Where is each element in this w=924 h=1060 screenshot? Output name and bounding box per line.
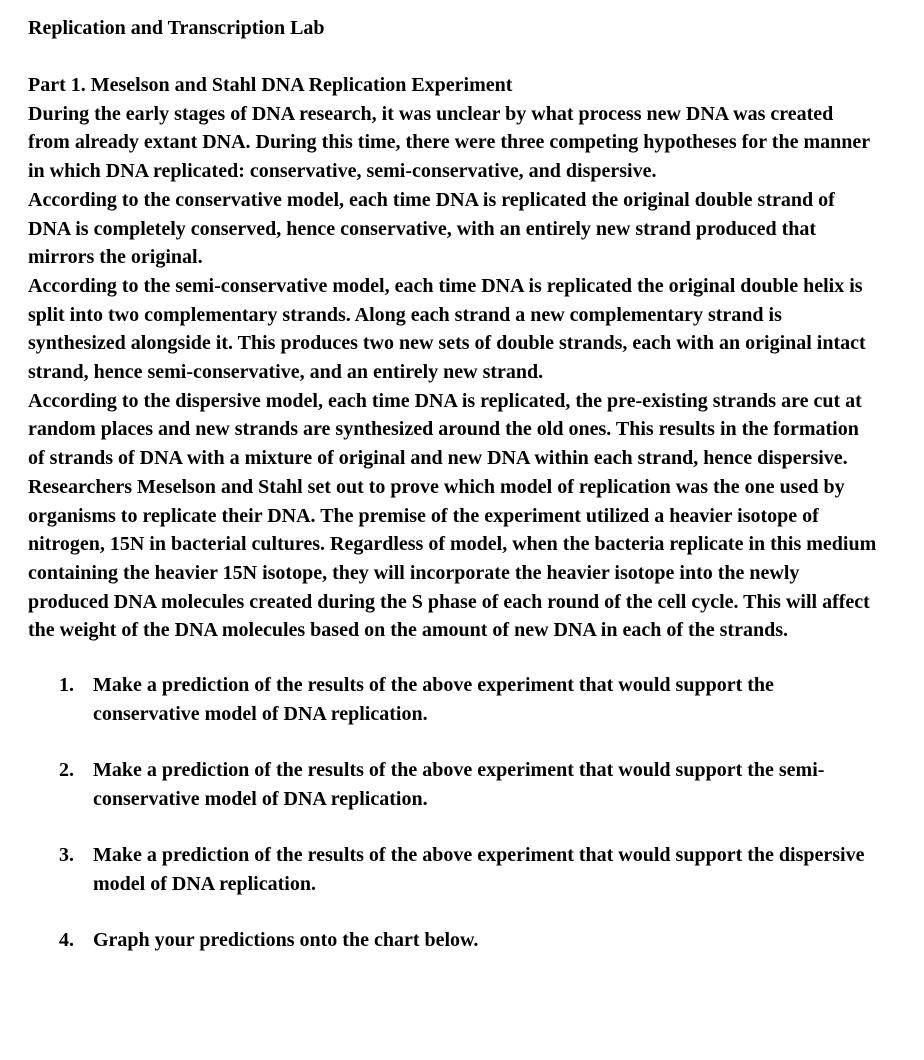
conservative-model-paragraph: According to the conservative model, each time DNA is replicated the original double strand of DNA is completely conserved, hence conservative, with an entirely new strand produced that mirrors the original. (28, 188, 835, 269)
question-text: Make a prediction of the results of the above experiment that would support the conservative model of DNA replication. (93, 674, 774, 726)
intro-paragraph: During the early stages of DNA research, it was unclear by what process new DNA was created from already extant DNA. During this time, there were three competing hypotheses for the manner in which DNA replicated: conservative, semi-conservative, and dispersive. (28, 102, 870, 183)
semi-conservative-model-paragraph: According to the semi-conservative model, each time DNA is replicated the original double helix is split into two complementary strands. Along each strand a new complementary strand is synthesized alongside it. This produces two new sets of double strands, each with an original intact strand, hence semi-conservative, and an entirely new strand. (28, 274, 866, 384)
document-title: Replication and Transcription Lab (28, 17, 325, 39)
question-item (28, 671, 878, 729)
question-number: 1. (59, 674, 74, 697)
question-item (28, 756, 878, 814)
question-item (28, 926, 878, 955)
question-number: 3. (59, 844, 74, 867)
question-item (28, 841, 878, 899)
experiment-paragraph: Researchers Meselson and Stahl set out to prove which model of replication was the one used by organisms to replicate their DNA. The premise of the experiment utilized a heavier isotope of nitrogen, 15N in bacterial cultures. Regardless of model, when the bacteria replicate in this medium containing the heavier 15N isotope, they will incorporate the heavier isotope into the newly produced DNA molecules created during the S phase of each round of the cell cycle. This will affect the weight of the DNA molecules based on the amount of new DNA in each of the strands. (28, 475, 877, 642)
question-text: Make a prediction of the results of the above experiment that would support the semi-conservative model of DNA replication. (93, 759, 825, 811)
document-page (28, 14, 878, 982)
question-number: 2. (59, 759, 74, 782)
question-text: Make a prediction of the results of the above experiment that would support the dispersive model of DNA replication. (93, 844, 865, 896)
question-list (28, 671, 878, 955)
question-text: Graph your predictions onto the chart below. (93, 929, 479, 952)
question-number: 4. (59, 929, 74, 952)
part1-heading: Part 1. Meselson and Stahl DNA Replication Experiment (28, 74, 513, 96)
dispersive-model-paragraph: According to the dispersive model, each time DNA is replicated, the pre-existing strands are cut at random places and new strands are synthesized around the old ones. This results in the formation of strands of DNA with a mixture of original and new DNA within each strand, hence dispersive. (28, 389, 862, 470)
